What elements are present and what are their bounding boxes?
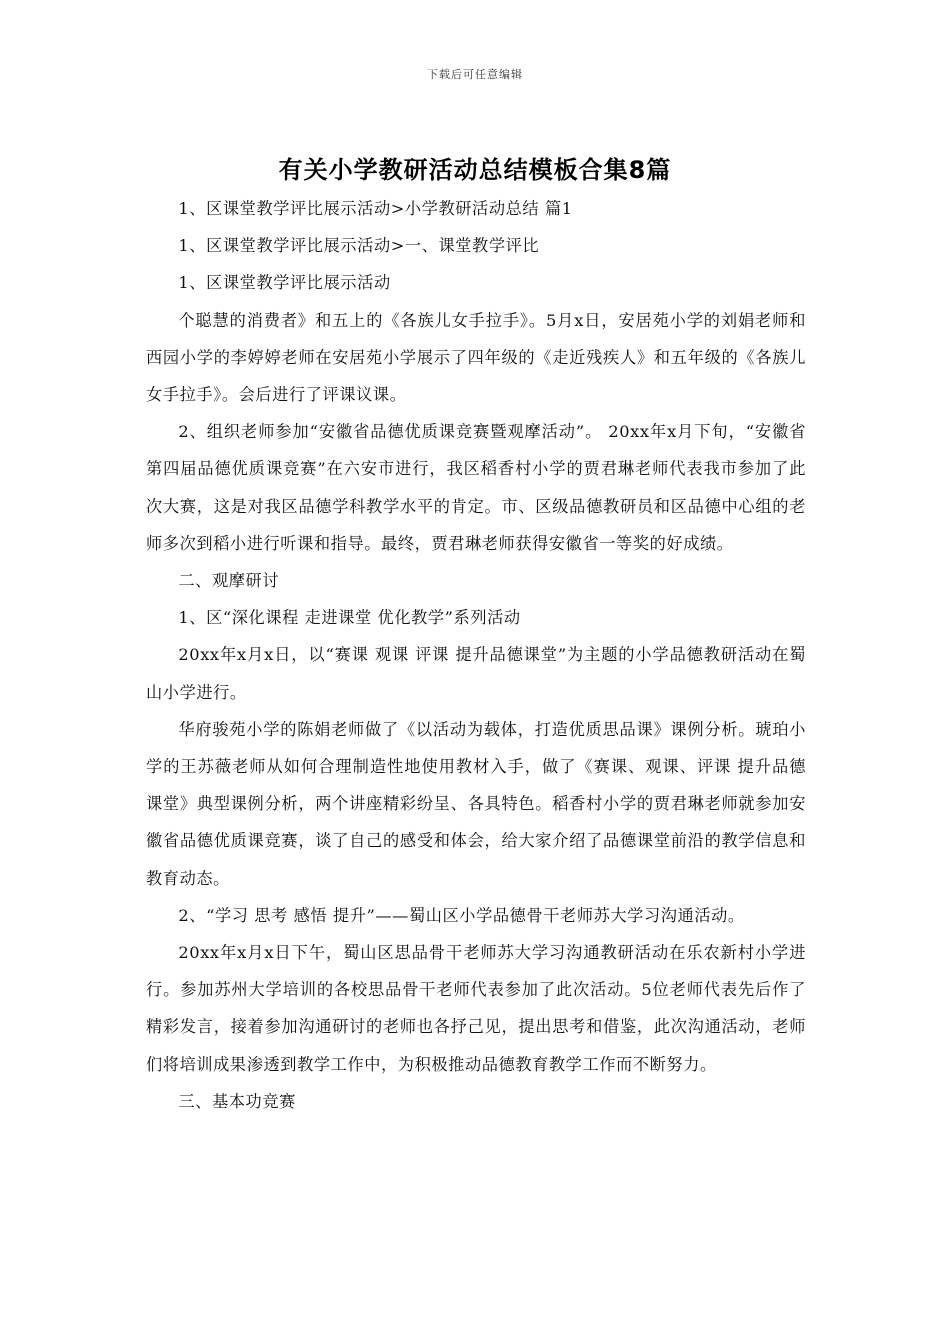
section-heading: 三、基本功竞赛 <box>178 1091 296 1111</box>
paragraph: 1、区课堂教学评比展示活动 <box>178 273 391 293</box>
paragraph: 1、区“深化课程 走进课堂 优化教学”系列活动 <box>178 608 521 628</box>
header-note: 下载后可任意编辑 <box>427 68 523 81</box>
paragraph: 20xx年x月x日下午，蜀山区思品骨干老师苏大学习沟通教研活动在乐农新村小学进行。参加苏州大学培训的各校思品骨干老师代表参加了此次活动。5位老师代表先后作了精彩发言，接着参加沟通研讨的老师也各抒己见，提出思考和借鉴，此次沟通活动，老师们将培训成果渗透到教学工作中，为积极推动品德教育教学工作而不断努力。 <box>146 943 806 1074</box>
page-title: 有关小学教研活动总结模板合集8篇 <box>278 156 672 184</box>
paragraph: 1、区课堂教学评比展示活动>一、课堂教学评比 <box>178 236 540 256</box>
paragraph: 个聪慧的消费者》和五上的《各族儿女手拉手》。5月x日，安居苑小学的刘娟老师和西园小学的李婷婷老师在安居苑小学展示了四年级的《走近残疾人》和五年级的《各族儿女手拉手》。会后进行了评课议课。 <box>146 310 806 405</box>
paragraph: 华府骏苑小学的陈娟老师做了《以活动为载体，打造优质思品课》课例分析。琥珀小学的王苏薇老师从如何合理制造性地使用教材入手，做了《赛课、观课、评课 提升品德课堂》典型课例分析，两个讲座精彩纷呈、各具特色。稻香村小学的贾君琳老师就参加安徽省品德优质课竞赛，谈了自己的感受和体会，给大家介绍了品德课堂前沿的教学信息和教育动态。 <box>146 719 806 888</box>
section-heading: 二、观摩研讨 <box>178 571 280 591</box>
document-body <box>146 190 806 1120</box>
paragraph: 1、区课堂教学评比展示活动>小学教研活动总结 篇1 <box>178 199 573 218</box>
paragraph: 2、“学习 思考 感悟 提升”——蜀山区小学品德骨干老师苏大学习沟通活动。 <box>178 905 745 925</box>
paragraph: 2、组织老师参加“安徽省品德优质课竞赛暨观摩活动”。 20xx年x月下旬，“安徽省第四届品德优质课竞赛”在六安市进行，我区稻香村小学的贾君琳老师代表我市参加了此次大赛，这是对我区品德学科教学水平的肯定。市、区级品德教研员和区品德中心组的老师多次到稻小进行听课和指导。最终，贾君琳老师获得安徽省一等奖的好成绩。 <box>146 422 806 553</box>
paragraph: 20xx年x月x日，以“赛课 观课 评课 提升品德课堂”为主题的小学品德教研活动在蜀山小学进行。 <box>146 645 806 702</box>
